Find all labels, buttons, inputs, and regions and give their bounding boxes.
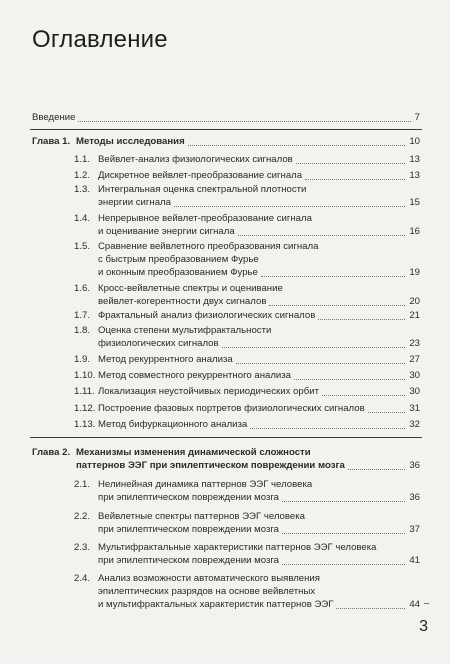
toc-item: [0, 282, 450, 308]
entry-title-line: Локализация неустойчивых периодических орбит: [98, 386, 319, 397]
dot-leader: [322, 394, 405, 396]
entry-number: 2.3.: [74, 542, 91, 553]
entry-number: 2.2.: [74, 511, 91, 522]
toc-item: [0, 169, 450, 182]
chapter-label: Глава 1.: [32, 136, 71, 147]
print-mark: [424, 603, 429, 604]
entry-page: 41: [409, 555, 420, 566]
toc-item: [0, 309, 450, 322]
entry-number: 1.5.: [74, 241, 91, 252]
toc-item: [0, 478, 450, 504]
page-title: Оглавление: [32, 26, 168, 53]
chapter-title: Методы исследования: [76, 136, 185, 147]
entry-page: 32: [409, 419, 420, 430]
dot-leader: [78, 120, 410, 122]
toc-item: [0, 240, 450, 279]
dot-leader: [282, 563, 405, 565]
toc-item: [0, 324, 450, 350]
dot-leader: [222, 346, 406, 348]
entry-title-line: Дискретное вейвлет-преобразование сигнала: [98, 170, 303, 181]
entry-title-line: Интегральная оценка спектральной плотности: [98, 184, 307, 195]
entry-title-line: с быстрым преобразованием Фурье: [98, 254, 259, 265]
entry-title-line: при эпилептическом повреждении мозга: [98, 555, 279, 566]
chapter-1-heading: [0, 135, 450, 148]
entry-title-line: вейвлет-когерентности двух сигналов: [98, 296, 267, 307]
entry-number: 1.2.: [74, 170, 91, 181]
entry-title-line: Метод бифуркационного анализа: [98, 419, 248, 430]
dot-leader: [188, 144, 406, 146]
dot-leader: [296, 162, 406, 164]
toc-item: [0, 183, 450, 209]
toc-item: [0, 153, 450, 166]
toc-item: [0, 541, 450, 567]
chapter-title-line: паттернов ЭЭГ при эпилептическом повреждении мозга: [76, 460, 345, 471]
entry-page: 21: [409, 310, 420, 321]
entry-number: 1.7.: [74, 310, 91, 321]
entry-title-line: энергии сигнала: [98, 197, 171, 208]
entry-title-line: Построение фазовых портретов физиологических сигналов: [98, 403, 365, 414]
entry-number: 1.13.: [74, 419, 96, 430]
entry-title-line: Метод рекуррентного анализа: [98, 354, 233, 365]
toc-intro: [0, 111, 450, 124]
entry-number: 1.12.: [74, 403, 96, 414]
entry-page: 20: [409, 296, 420, 307]
dot-leader: [250, 427, 405, 429]
entry-title-line: и оконным преобразованием Фурье: [98, 267, 258, 278]
entry-title-line: эпилептических разрядов на основе вейвлетных: [98, 586, 316, 597]
toc-item: [0, 212, 450, 238]
entry-number: 1.9.: [74, 354, 91, 365]
entry-page: 37: [409, 524, 420, 535]
entry-page: 10: [409, 136, 420, 147]
dot-leader: [269, 304, 405, 306]
divider: [30, 129, 422, 130]
entry-page: 13: [409, 154, 420, 165]
dot-leader: [348, 468, 406, 470]
entry-page: 13: [409, 170, 420, 181]
entry-title-line: Метод совместного рекуррентного анализа: [98, 370, 292, 381]
entry-number: 2.4.: [74, 573, 91, 584]
chapter-title-line: Механизмы изменения динамической сложности: [76, 447, 311, 458]
entry-title-line: Вейвлетные спектры паттернов ЭЭГ человека: [98, 511, 305, 522]
toc-item: [0, 369, 450, 382]
toc-item: [0, 385, 450, 398]
entry-number: 2.1.: [74, 479, 91, 490]
entry-number: 1.6.: [74, 283, 91, 294]
toc-item: [0, 418, 450, 431]
entry-number: 1.11.: [74, 386, 95, 397]
entry-title-line: Введение: [32, 112, 76, 123]
entry-number: 1.1.: [74, 154, 91, 165]
entry-title-line: и мультифрактальных характеристик паттернов ЭЭГ: [98, 599, 334, 610]
toc-item: [0, 572, 450, 611]
entry-page: 31: [409, 403, 420, 414]
entry-title-line: физиологических сигналов: [98, 338, 219, 349]
entry-number: 1.3.: [74, 184, 91, 195]
entry-page: 36: [409, 460, 420, 471]
entry-title-line: Нелинейная динамика паттернов ЭЭГ человека: [98, 479, 313, 490]
dot-leader: [261, 275, 405, 277]
entry-page: 27: [409, 354, 420, 365]
divider: [30, 437, 422, 438]
chapter-2-heading: [0, 446, 450, 472]
entry-page: 30: [409, 386, 420, 397]
entry-number: 1.8.: [74, 325, 91, 336]
entry-title-line: Оценка степени мультифрактальности: [98, 325, 272, 336]
dot-leader: [294, 378, 405, 380]
entry-page: 44: [409, 599, 420, 610]
entry-page: 15: [409, 197, 420, 208]
entry-number: 1.10.: [74, 370, 96, 381]
entry-title-line: Непрерывное вейвлет-преобразование сигнала: [98, 213, 312, 224]
entry-title-line: Вейвлет-анализ физиологических сигналов: [98, 154, 293, 165]
entry-title-line: Мультифрактальные характеристики паттернов ЭЭГ человека: [98, 542, 377, 553]
entry-title-line: Кросс-вейвлетные спектры и оценивание: [98, 283, 283, 294]
toc-item: [0, 510, 450, 536]
page-number: 3: [419, 618, 428, 635]
entry-title-line: при эпилептическом повреждении мозга: [98, 492, 279, 503]
entry-page: 36: [409, 492, 420, 503]
toc-item: [0, 353, 450, 366]
entry-title-line: при эпилептическом повреждении мозга: [98, 524, 279, 535]
entry-page: 7: [414, 112, 420, 123]
entry-title-line: и оценивание энергии сигнала: [98, 226, 235, 237]
entry-page: 30: [409, 370, 420, 381]
dot-leader: [318, 318, 405, 320]
dot-leader: [336, 607, 405, 609]
dot-leader: [282, 532, 405, 534]
entry-page: 23: [409, 338, 420, 349]
chapter-label: Глава 2.: [32, 447, 71, 458]
dot-leader: [174, 205, 405, 207]
toc-item: [0, 402, 450, 415]
entry-title-line: Фрактальный анализ физиологических сигналов: [98, 310, 316, 321]
dot-leader: [282, 500, 405, 502]
entry-number: 1.4.: [74, 213, 91, 224]
dot-leader: [305, 178, 405, 180]
entry-page: 19: [409, 267, 420, 278]
entry-title-line: Анализ возможности автоматического выявления: [98, 573, 320, 584]
entry-title-line: Сравнение вейвлетного преобразования сигнала: [98, 241, 319, 252]
dot-leader: [236, 362, 406, 364]
entry-page: 16: [409, 226, 420, 237]
dot-leader: [368, 411, 406, 413]
dot-leader: [238, 234, 406, 236]
